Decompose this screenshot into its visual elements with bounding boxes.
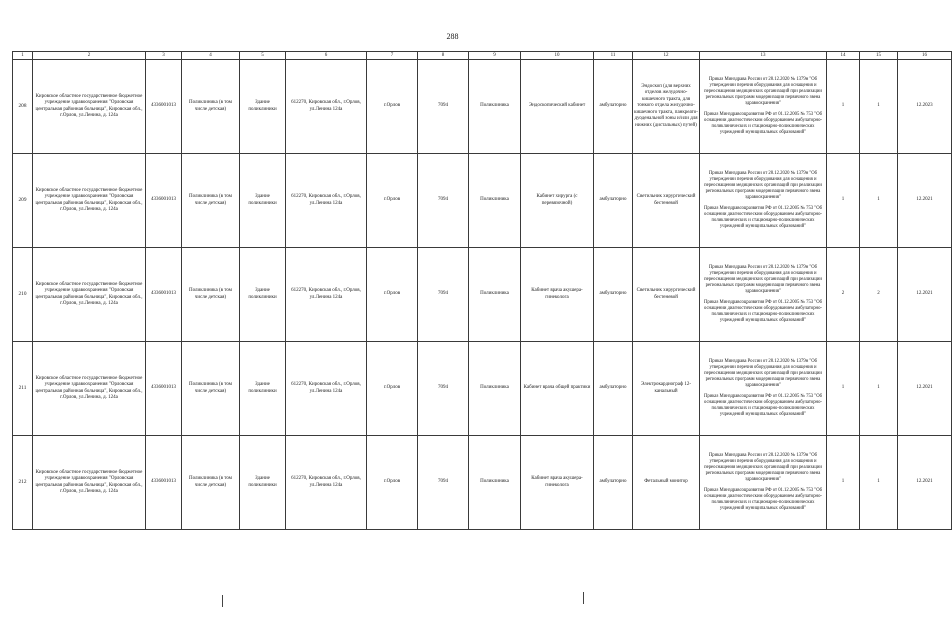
- city-cell: г.Орлов: [367, 342, 418, 436]
- quantity-cell: 1: [860, 436, 898, 530]
- address-cell: 612270, Кировская обл., г.Орлов, ул.Ленина 124а: [286, 248, 367, 342]
- legal-basis-cell: Приказ Минздрава России от 28.12.2020 № 1379н "Об утверждении перечня оборудования для оснащения и переоснащения медицинских организаций при реализации региональных программ модернизации первичного звена здравоохранения" Приказ Минздравсоцразвития РФ от 01.12.2005 № 753 "Об оснащении диагностическим оборудованием амбулаторно-поликлинических и стационарно-поликлинических учреждений муниципальных образований": [700, 342, 827, 436]
- legal-basis-cell: Приказ Минздрава России от 28.12.2020 № 1379н "Об утверждении перечня оборудования для оснащения и переоснащения медицинских организаций при реализации региональных программ модернизации первичного звена здравоохранения" Приказ Минздравсоцразвития РФ от 01.12.2005 № 753 "Об оснащении диагностическим оборудованием амбулаторно-поликлинических и стационарно-поликлинических учреждений муниципальных образований": [700, 60, 827, 154]
- quantity-cell: 1: [827, 60, 860, 154]
- table-row: [13, 342, 952, 436]
- date-cell: 12.2021: [898, 154, 952, 248]
- column-number-13: 13: [700, 52, 827, 60]
- inn-cell: 4336001013: [146, 154, 182, 248]
- table-body: [13, 52, 952, 530]
- building-cell: Здание поликлиники: [240, 436, 286, 530]
- facility-type-cell: Поликлиника: [469, 436, 521, 530]
- room-cell: Кабинет хирурга (с перевязочной): [521, 154, 594, 248]
- care-mode-cell: амбулаторно: [594, 60, 633, 154]
- organization-cell: Кировское областное государственное бюджетное учреждение здравоохранения "Орловская центральная районная больница", Кировская обл., г.Орлов, ул.Ленина, д. 124а: [33, 154, 146, 248]
- organization-cell: Кировское областное государственное бюджетное учреждение здравоохранения "Орловская центральная районная больница", Кировская обл., г.Орлов, ул.Ленина, д. 124а: [33, 436, 146, 530]
- quantity-cell: 1: [860, 60, 898, 154]
- inn-cell: 4336001013: [146, 248, 182, 342]
- row-number: 210: [13, 248, 33, 342]
- column-number-16: 16: [898, 52, 952, 60]
- city-cell: г.Орлов: [367, 248, 418, 342]
- building-cell: Здание поликлиники: [240, 154, 286, 248]
- date-cell: 12.2021: [898, 248, 952, 342]
- column-number-4: 4: [182, 52, 240, 60]
- table-row: [13, 248, 952, 342]
- column-number-2: 2: [33, 52, 146, 60]
- address-cell: 612270, Кировская обл., г.Орлов, ул.Ленина 124а: [286, 342, 367, 436]
- date-cell: 12.2021: [898, 436, 952, 530]
- row-number: 208: [13, 60, 33, 154]
- legal-basis-cell: Приказ Минздрава России от 28.12.2020 № 1379н "Об утверждении перечня оборудования для оснащения и переоснащения медицинских организаций при реализации региональных программ модернизации первичного звена здравоохранения" Приказ Минздравсоцразвития РФ от 01.12.2005 № 753 "Об оснащении диагностическим оборудованием амбулаторно-поликлинических и стационарно-поликлинических учреждений муниципальных образований": [700, 436, 827, 530]
- inn-cell: 4336001013: [146, 60, 182, 154]
- scan-mark: [583, 592, 584, 604]
- city-cell: г.Орлов: [367, 436, 418, 530]
- column-number-6: 6: [286, 52, 367, 60]
- address-cell: 612270, Кировская обл., г.Орлов, ул.Ленина 124а: [286, 154, 367, 248]
- organization-cell: Кировское областное государственное бюджетное учреждение здравоохранения "Орловская центральная районная больница", Кировская обл., г.Орлов, ул.Ленина, д. 124а: [33, 342, 146, 436]
- unit-cell: Поликлиника (в том числе детская): [182, 248, 240, 342]
- building-cell: Здание поликлиники: [240, 342, 286, 436]
- room-cell: Эндоскопический кабинет: [521, 60, 594, 154]
- building-cell: Здание поликлиники: [240, 248, 286, 342]
- facility-type-cell: Поликлиника: [469, 248, 521, 342]
- code-cell: 7094: [418, 154, 469, 248]
- column-number-3: 3: [146, 52, 182, 60]
- inn-cell: 4336001013: [146, 436, 182, 530]
- row-number: 212: [13, 436, 33, 530]
- equipment-cell: Электрокардиограф 12-канальный: [633, 342, 700, 436]
- column-number-14: 14: [827, 52, 860, 60]
- table-row: [13, 154, 952, 248]
- column-number-7: 7: [367, 52, 418, 60]
- quantity-cell: 2: [827, 248, 860, 342]
- quantity-cell: 1: [860, 342, 898, 436]
- quantity-cell: 1: [827, 154, 860, 248]
- unit-cell: Поликлиника (в том числе детская): [182, 154, 240, 248]
- row-number: 211: [13, 342, 33, 436]
- organization-cell: Кировское областное государственное бюджетное учреждение здравоохранения "Орловская центральная районная больница", Кировская обл., г.Орлов, ул.Ленина, д. 124а: [33, 60, 146, 154]
- code-cell: 7094: [418, 248, 469, 342]
- table-row: [13, 436, 952, 530]
- organization-cell: Кировское областное государственное бюджетное учреждение здравоохранения "Орловская центральная районная больница", Кировская обл., г.Орлов, ул.Ленина, д. 124а: [33, 248, 146, 342]
- care-mode-cell: амбулаторно: [594, 154, 633, 248]
- column-number-15: 15: [860, 52, 898, 60]
- city-cell: г.Орлов: [367, 60, 418, 154]
- facility-type-cell: Поликлиника: [469, 60, 521, 154]
- equipment-register-table: [12, 51, 952, 530]
- column-number-9: 9: [469, 52, 521, 60]
- room-cell: Кабинет врача общей практики: [521, 342, 594, 436]
- room-cell: Кабинет врача акушера-гинеколога: [521, 436, 594, 530]
- unit-cell: Поликлиника (в том числе детская): [182, 436, 240, 530]
- code-cell: 7094: [418, 60, 469, 154]
- address-cell: 612270, Кировская обл., г.Орлов, ул.Ленина 124а: [286, 60, 367, 154]
- quantity-cell: 1: [827, 436, 860, 530]
- care-mode-cell: амбулаторно: [594, 248, 633, 342]
- room-cell: Кабинет врача акушера-гинеколога: [521, 248, 594, 342]
- legal-basis-cell: Приказ Минздрава России от 28.12.2020 № 1379н "Об утверждении перечня оборудования для оснащения и переоснащения медицинских организаций при реализации региональных программ модернизации первичного звена здравоохранения" Приказ Минздравсоцразвития РФ от 01.12.2005 № 753 "Об оснащении диагностическим оборудованием амбулаторно-поликлинических и стационарно-поликлинических учреждений муниципальных образований": [700, 154, 827, 248]
- unit-cell: Поликлиника (в том числе детская): [182, 342, 240, 436]
- column-number-5: 5: [240, 52, 286, 60]
- quantity-cell: 2: [860, 248, 898, 342]
- scan-mark: [222, 595, 223, 607]
- code-cell: 7094: [418, 342, 469, 436]
- date-cell: 12.2021: [898, 342, 952, 436]
- column-number-row: [13, 52, 952, 60]
- care-mode-cell: амбулаторно: [594, 342, 633, 436]
- column-number-8: 8: [418, 52, 469, 60]
- code-cell: 7094: [418, 436, 469, 530]
- facility-type-cell: Поликлиника: [469, 154, 521, 248]
- unit-cell: Поликлиника (в том числе детская): [182, 60, 240, 154]
- column-number-12: 12: [633, 52, 700, 60]
- inn-cell: 4336001013: [146, 342, 182, 436]
- equipment-cell: Светильник хирургический бестеневой: [633, 154, 700, 248]
- care-mode-cell: амбулаторно: [594, 436, 633, 530]
- equipment-cell: Светильник хирургический бестеневой: [633, 248, 700, 342]
- building-cell: Здание поликлиники: [240, 60, 286, 154]
- quantity-cell: 1: [860, 154, 898, 248]
- legal-basis-cell: Приказ Минздрава России от 28.12.2020 № 1379н "Об утверждении перечня оборудования для оснащения и переоснащения медицинских организаций при реализации региональных программ модернизации первичного звена здравоохранения" Приказ Минздравсоцразвития РФ от 01.12.2005 № 753 "Об оснащении диагностическим оборудованием амбулаторно-поликлинических и стационарно-поликлинических учреждений муниципальных образований": [700, 248, 827, 342]
- city-cell: г.Орлов: [367, 154, 418, 248]
- address-cell: 612270, Кировская обл., г.Орлов, ул.Ленина 124а: [286, 436, 367, 530]
- column-number-11: 11: [594, 52, 633, 60]
- quantity-cell: 1: [827, 342, 860, 436]
- column-number-10: 10: [521, 52, 594, 60]
- row-number: 209: [13, 154, 33, 248]
- page-number: 288: [446, 32, 459, 41]
- facility-type-cell: Поликлиника: [469, 342, 521, 436]
- date-cell: 12.2023: [898, 60, 952, 154]
- equipment-cell: Фетальный монитор: [633, 436, 700, 530]
- table-row: [13, 60, 952, 154]
- equipment-cell: Эндоскоп (для верхних отделов желудочно-кишечного тракта, для тонкого отдела желудочно-кишечного тракта, панкреато-дуоденальной зоны и/или для нижних (дистальных) путей): [633, 60, 700, 154]
- column-number-1: 1: [13, 52, 33, 60]
